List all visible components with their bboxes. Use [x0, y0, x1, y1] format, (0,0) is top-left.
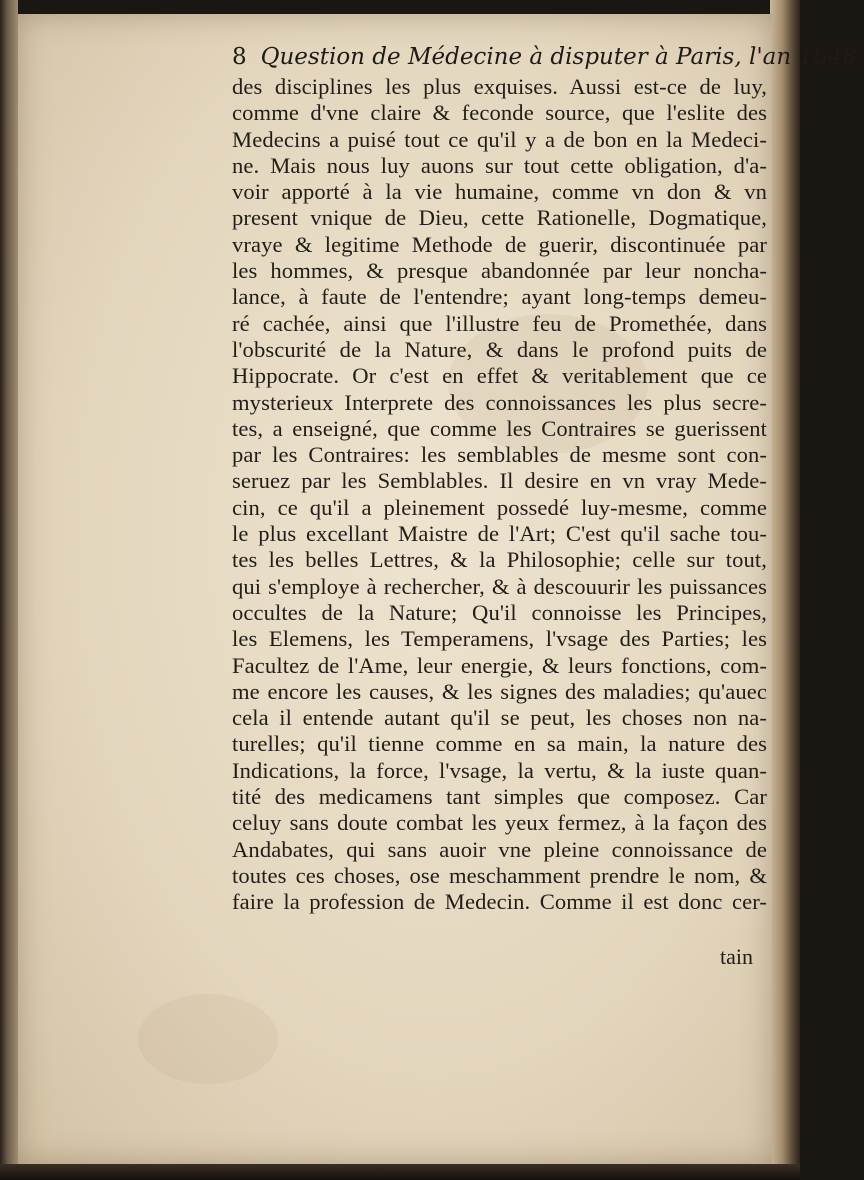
running-head	[232, 44, 864, 70]
text-line: ne. Mais nous luy auons sur tout cette obligation, d'a-	[232, 152, 767, 178]
text-line: cela il entende autant qu'il se peut, les choses non na-	[232, 705, 767, 731]
text-line: mysterieux Interprete des connoissances les plus secre-	[232, 389, 767, 415]
text-line: me encore les causes, & les signes des maladies; qu'auec	[232, 678, 767, 704]
text-line: qui s'employe à rechercher, & à descouurir les puissances	[232, 573, 767, 599]
text-line: celuy sans doute combat les yeux fermez, à la façon des	[232, 810, 767, 836]
text-line: seruez par les Semblables. Il desire en vn vray Mede-	[232, 468, 767, 494]
text-line: voir apporté à la vie humaine, comme vn don & vn	[232, 179, 767, 205]
text-line: le plus excellant Maistre de l'Art; C'est qu'il sache tou-	[232, 521, 767, 547]
text-line: tes, a enseigné, que comme les Contraires se guerissent	[232, 415, 767, 441]
text-line: tité des medicamens tant simples que composez. Car	[232, 784, 767, 810]
binding-edge	[0, 0, 18, 1180]
text-line: Medecins a puisé tout ce qu'il y a de bon en la Medeci-	[232, 126, 767, 152]
page-edges	[770, 0, 800, 1180]
text-line: Andabates, qui sans auoir vne pleine connoissance de	[232, 836, 767, 862]
text-line: par les Contraires: les semblables de mesme sont con-	[232, 442, 767, 468]
page-number: 8	[232, 44, 247, 70]
text-line: ré cachée, ainsi que l'illustre feu de Promethée, dans	[232, 310, 767, 336]
running-title: Question de Médecine à disputer à Paris, l'an 1648.	[260, 44, 864, 70]
text-line: Facultez de l'Ame, leur energie, & leurs fonctions, com-	[232, 652, 767, 678]
text-line: lance, à faute de l'entendre; ayant long-temps demeu-	[232, 284, 767, 310]
text-line: present vnique de Dieu, cette Rationelle, Dogmatique,	[232, 205, 767, 231]
text-line: Hippocrate. Or c'est en effet & veritablement que ce	[232, 363, 767, 389]
text-line: Indications, la force, l'vsage, la vertu, & la iuste quan-	[232, 757, 767, 783]
text-line: tes les belles Lettres, & la Philosophie; celle sur tout,	[232, 547, 767, 573]
paper-stain	[138, 994, 278, 1084]
text-line: comme d'vne claire & feconde source, que l'eslite des	[232, 100, 767, 126]
text-line: cin, ce qu'il a pleinement possedé luy-mesme, comme	[232, 494, 767, 520]
text-line: les hommes, & presque abandonnée par leur noncha-	[232, 258, 767, 284]
text-line: l'obscurité de la Nature, & dans le profond puits de	[232, 336, 767, 362]
text-line: turelles; qu'il tienne comme en sa main, la nature des	[232, 731, 767, 757]
text-line: faire la profession de Medecin. Comme il est donc cer-	[232, 889, 767, 915]
text-line: toutes ces choses, ose meschamment prendre le nom, &	[232, 862, 767, 888]
catchword: tain	[720, 944, 753, 969]
text-line: vraye & legitime Methode de guerir, discontinuée par	[232, 231, 767, 257]
text-line: occultes de la Nature; Qu'il connoisse les Principes,	[232, 599, 767, 625]
scan-bottom-edge	[0, 1164, 800, 1180]
text-line: les Elemens, les Temperamens, l'vsage des Parties; les	[232, 626, 767, 652]
text-line: des disciplines les plus exquises. Aussi est-ce de luy,	[232, 74, 767, 99]
body-text	[232, 74, 767, 916]
